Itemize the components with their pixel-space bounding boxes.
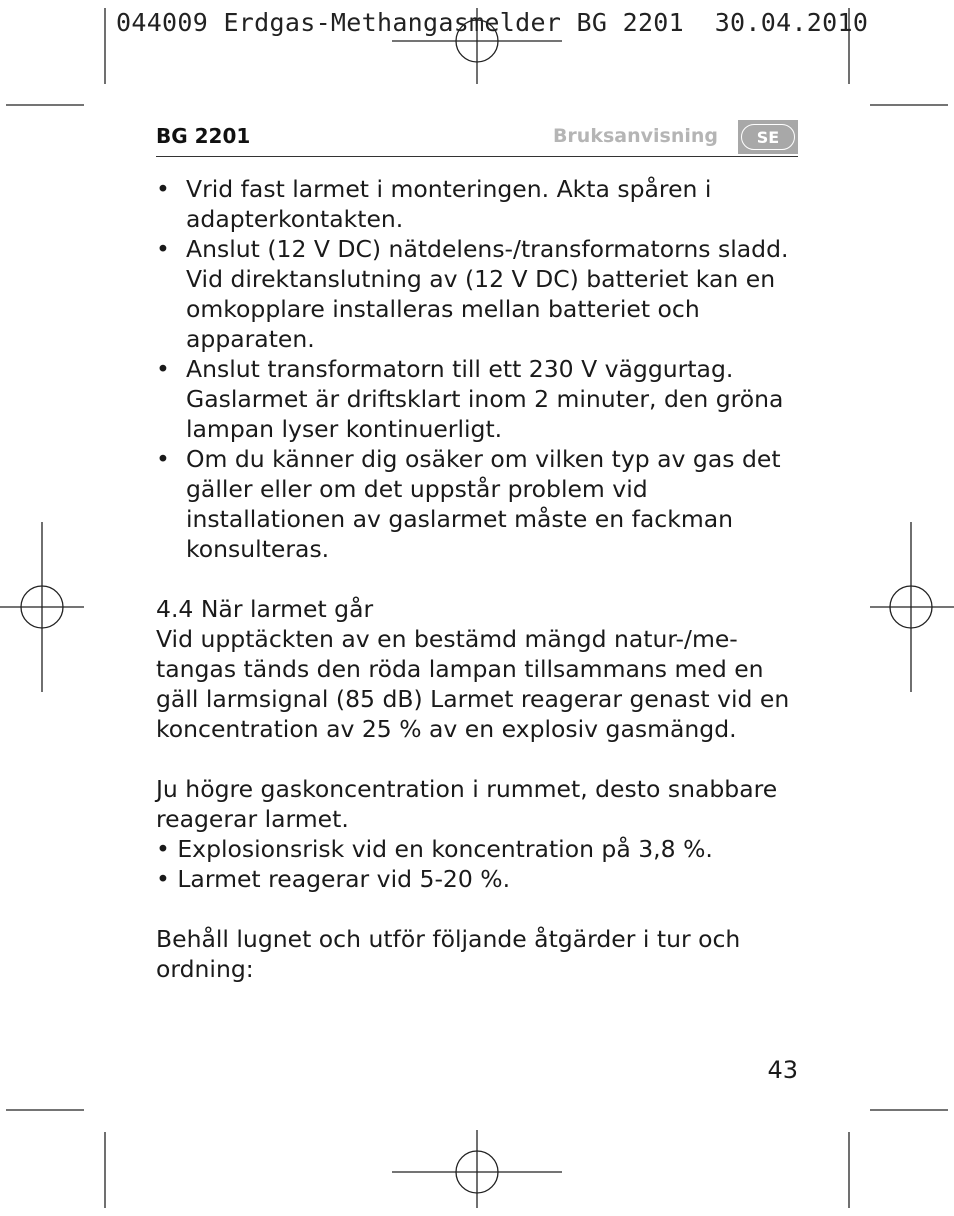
language-code: SE	[741, 124, 795, 150]
section-heading: 4.4 När larmet går	[156, 595, 374, 623]
paragraph: Ju högre gaskoncentration i rummet, desto snabbare reagerar larmet.	[156, 775, 778, 833]
list-item: • Anslut (12 V DC) nätdelens-/transformatorns sladd. Vid direktanslutning av (12 V DC) batteriet kan en omkopplare installeras mellan batteriet och apparaten.	[156, 235, 789, 353]
bullet-icon: •	[156, 445, 170, 473]
paragraph: Vid upptäckten av en bestämd mängd natur-/me-tangas tänds den röda lampan tillsammans med en gäll larmsignal (85 dB) Larmet reagerar genast vid en koncentration av 25 % av en explosiv gasmängd.	[156, 625, 790, 743]
list-item: • Larmet reagerar vid 5-20 %.	[156, 865, 511, 893]
list-item: • Vrid fast larmet i monteringen. Akta spåren i adapterkontakten.	[156, 175, 712, 233]
manual-label: Bruksanvisning	[552, 125, 718, 147]
instruction-list	[156, 174, 806, 564]
bullet-icon: •	[156, 355, 170, 383]
page-content	[156, 174, 806, 984]
list-item: • Explosionsrisk vid en koncentration på 3,8 %.	[156, 835, 713, 863]
list-item: • Om du känner dig osäker om vilken typ av gas det gäller eller om det uppstår problem vid installationen av gaslarmet måste en fackman konsulteras.	[156, 445, 781, 563]
bullet-icon: •	[156, 235, 170, 263]
page-header	[156, 120, 798, 157]
model-title: BG 2201	[156, 124, 251, 148]
list-item: • Anslut transformatorn till ett 230 V väggurtag. Gaslarmet är driftsklart inom 2 minuter, den gröna lampan lyser kontinuerligt.	[156, 355, 784, 443]
bullet-icon: •	[156, 175, 170, 203]
paragraph: Behåll lugnet och utför följande åtgärder i tur och ordning:	[156, 925, 741, 983]
page-number: 43	[767, 1056, 798, 1084]
language-badge	[738, 120, 798, 154]
print-slug: 044009 Erdgas-Methangasmelder BG 2201 30.04.2010	[116, 8, 869, 37]
